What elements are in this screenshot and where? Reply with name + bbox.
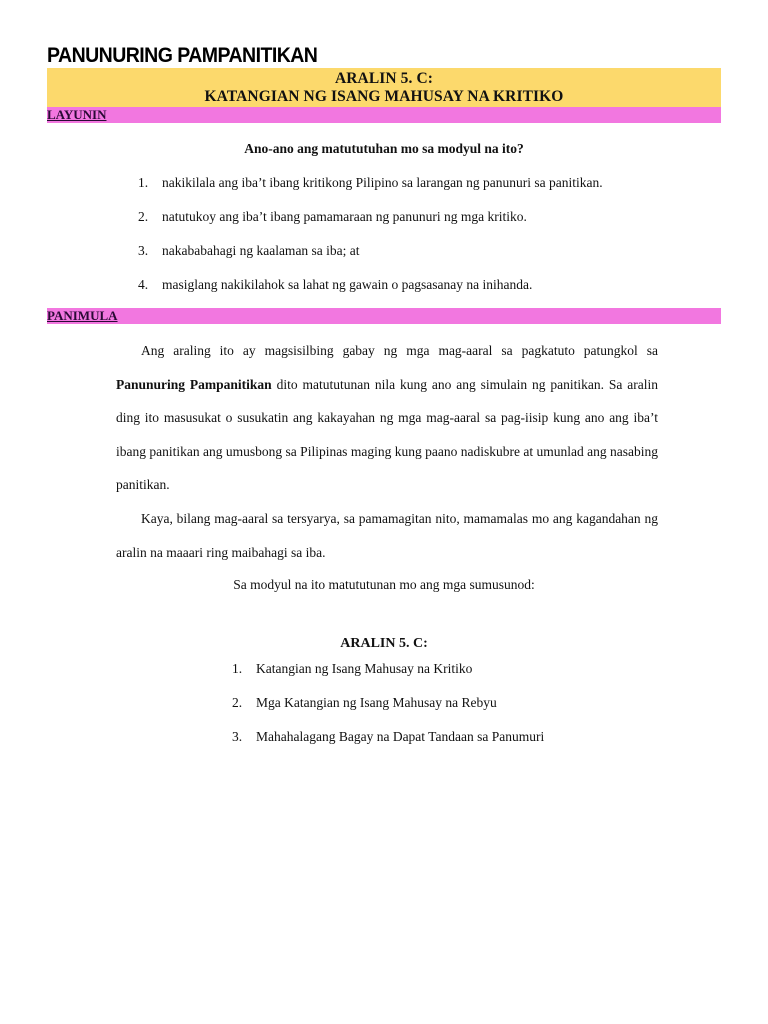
intro-paragraph: Ang araling ito ay magsisilbing gabay ng mga mag-aaral sa pagkatuto patungkol sa Panunuring Pampanitikan dito matututunan nila kung ano ang simulain ng panitikan. Sa aralin ding ito masusukat o susukatin ang kakayahan ng mga mag-aaral sa pag-iisip kung ano ang iba’t ibang panitikan ang umusbong sa Pilipinas maging kung paano nadiskubre at umunlad ang nasabing panitikan. [116, 343, 658, 492]
layunin-section-bar [47, 107, 721, 123]
list-item: 2. Mga Katangian ng Isang Mahusay na Rebyu [232, 695, 497, 710]
list-item: 1. nakikilala ang iba’t ibang kritikong Pilipino sa larangan ng panunuri sa panitikan. [138, 175, 603, 190]
list-item: 1. Katangian ng Isang Mahusay na Kritiko [232, 661, 473, 676]
list-item: 3. nakababahagi ng kaalaman sa iba; at [138, 243, 360, 258]
banner-line-1: ARALIN 5. C: [334, 70, 434, 87]
panimula-section-bar [47, 308, 721, 324]
bold-term: Panunuring Pampanitikan [116, 376, 272, 392]
lessons-list [232, 660, 544, 762]
lesson-banner [47, 68, 721, 107]
panimula-heading: PANIMULA [47, 308, 118, 323]
lesson-heading: ARALIN 5. C: [340, 636, 428, 651]
second-paragraph: Kaya, bilang mag-aaral sa tersyarya, sa pamamagitan nito, mamamalas mo ang kagandahan ng aralin na maaari ring maibahagi sa iba. [116, 511, 658, 560]
objectives-list [138, 174, 603, 310]
layunin-heading: LAYUNIN [47, 107, 107, 122]
banner-line-2: KATANGIAN NG ISANG MAHUSAY NA KRITIKO [204, 88, 564, 105]
list-item: 2. natutukoy ang iba’t ibang pamamaraan ng panunuri ng mga kritiko. [138, 209, 527, 224]
list-item: 3. Mahahalagang Bagay na Dapat Tandaan sa Panumuri [232, 729, 545, 744]
module-intro-line: Sa modyul na ito matututunan mo ang mga sumusunod: [233, 577, 535, 592]
document-title: PANUNURING PAMPANITIKAN [47, 44, 318, 67]
list-item: 4. masiglang nakikilahok sa lahat ng gawain o pagsasanay na inihanda. [138, 277, 533, 292]
objectives-question: Ano-ano ang matututuhan mo sa modyul na ito? [244, 141, 524, 156]
